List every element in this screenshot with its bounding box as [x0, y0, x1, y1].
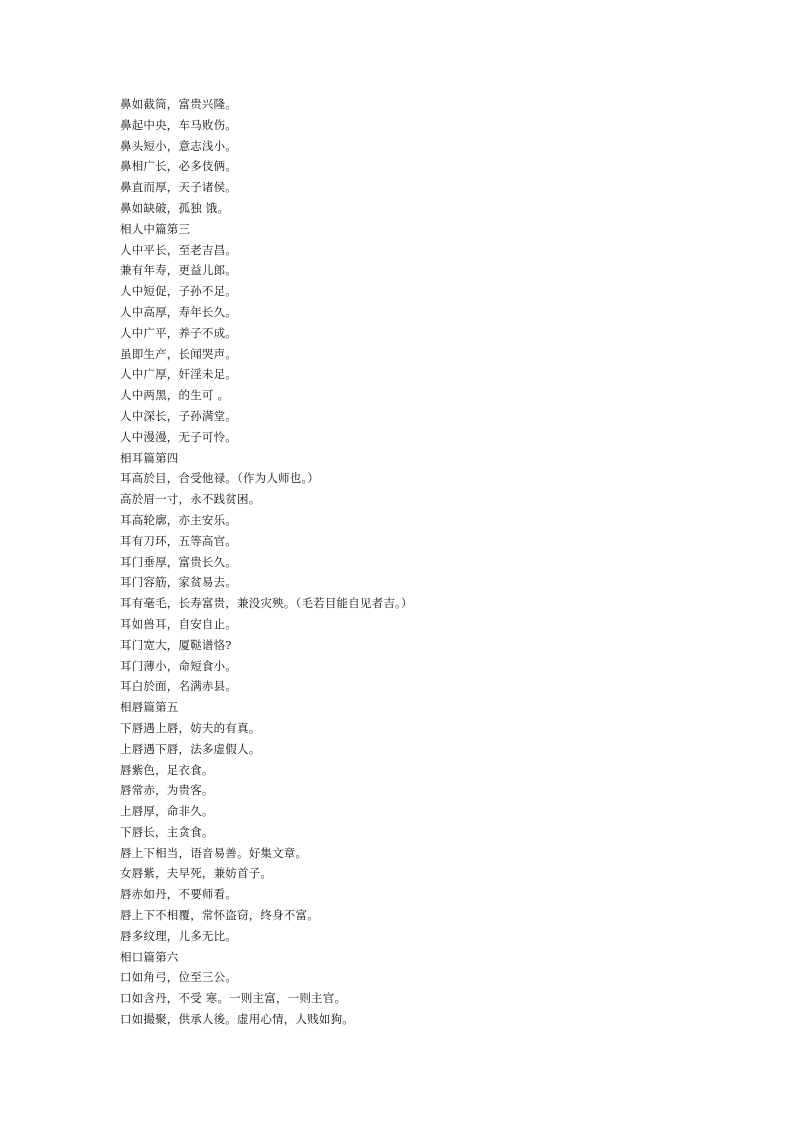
section-heading: 相唇篇第五 [120, 700, 179, 715]
section-heading: 相口篇第六 [120, 949, 179, 964]
text-line: 唇上下相当，语音易善。好集文章。 [120, 845, 308, 860]
text-line: 人中广厚，奸淫未足。 [120, 367, 237, 382]
text-line: 唇多纹理，儿多无比。 [120, 928, 237, 943]
text-line: 上唇遇下唇，法多虚假人。 [120, 741, 261, 756]
text-line: 口如含丹，不受 寒。一则主富，一则主官。 [120, 991, 347, 1006]
text-body [120, 94, 740, 1030]
text-line: 耳高於目，合受他禄。（作为人师也。） [120, 471, 320, 486]
text-line: 人中平长，至老吉昌。 [120, 242, 237, 257]
text-line: 鼻如缺破，孤独 饿。 [120, 200, 230, 215]
text-line: 口如撮聚，供承人後。虚用心情，人贱如狗。 [120, 1012, 354, 1027]
text-line: 鼻起中央，车马败伤。 [120, 117, 237, 132]
text-line: 人中高厚，寿年长久。 [120, 304, 237, 319]
text-line: 唇赤如丹，不要师看。 [120, 887, 237, 902]
text-line: 耳有毫毛，长寿富贵，兼没灾殃。（毛若目能自见者吉。） [120, 596, 413, 611]
text-line: 耳门容筋，家贫易去。 [120, 575, 237, 590]
text-line: 唇紫色，足衣食。 [120, 762, 214, 777]
text-line: 鼻相广长，必多伎俩。 [120, 159, 237, 174]
text-line: 人中漫漫，无子可怜。 [120, 429, 237, 444]
text-line: 耳白於面，名满赤县。 [120, 679, 237, 694]
text-line: 唇上下不相覆，常怀盗窃，终身不富。 [120, 908, 319, 923]
text-line: 兼有年寿，更益儿郎。 [120, 263, 237, 278]
text-line: 耳有刀环，五等高官。 [120, 533, 237, 548]
text-line: 人中深长，子孙满堂。 [120, 408, 237, 423]
text-line: 耳门薄小，命短食小。 [120, 658, 237, 673]
text-line: 人中两黑，的生可 。 [120, 388, 230, 403]
text-line: 女唇紫，夫早死，兼妨首子。 [120, 866, 273, 881]
text-line: 鼻头短小，意志浅小。 [120, 138, 237, 153]
text-line: 下唇遇上唇，妨夫的有真。 [120, 720, 261, 735]
text-line: 耳门宽大，厦鞑谱恪? [120, 637, 232, 652]
section-heading: 相人中篇第三 [120, 221, 191, 236]
text-line: 鼻如截筒，富贵兴隆。 [120, 97, 237, 111]
text-line: 耳高轮廓，亦主安乐。 [120, 512, 237, 527]
text-line: 虽即生产，长闻哭声。 [120, 346, 237, 361]
text-line: 唇常赤，为贵客。 [120, 783, 214, 798]
text-line: 上唇厚，命非久。 [120, 804, 214, 819]
text-line: 鼻直而厚，天子诸侯。 [120, 180, 237, 195]
text-line: 人中短促，子孙不足。 [120, 284, 237, 299]
text-line: 口如角弓，位至三公。 [120, 970, 237, 985]
text-line: 人中广平，养子不成。 [120, 325, 237, 340]
text-line: 下唇长，主贪食。 [120, 824, 214, 839]
text-line: 耳如兽耳，自安自止。 [120, 616, 237, 631]
text-line: 高於眉一寸，永不践贫困。 [120, 492, 261, 507]
section-heading: 相耳篇第四 [120, 450, 179, 465]
text-line: 耳门垂厚，富贵长久。 [120, 554, 237, 569]
